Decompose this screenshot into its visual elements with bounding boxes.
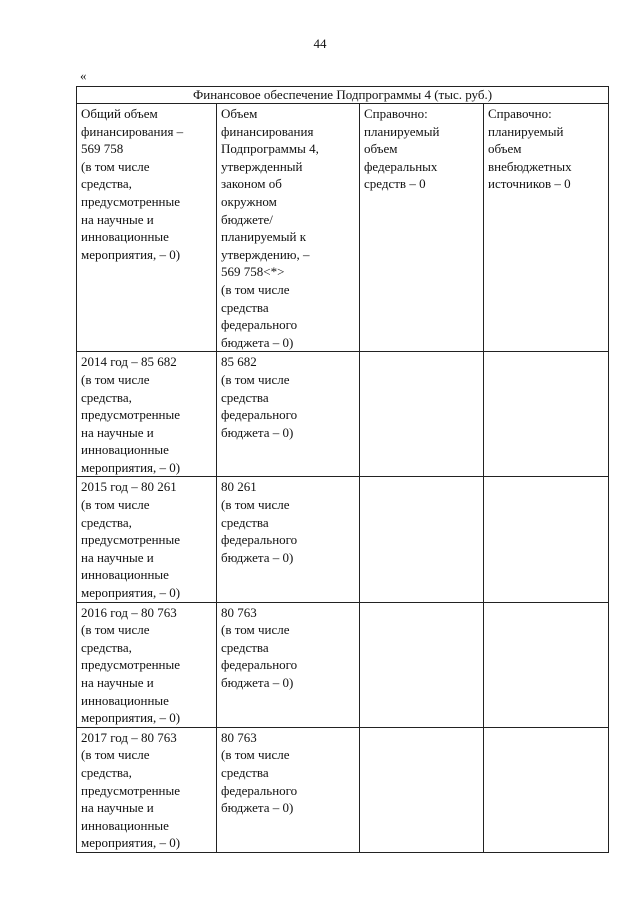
table-cell — [217, 727, 360, 852]
table-row — [77, 352, 609, 477]
table-cell — [77, 477, 217, 602]
table-cell — [484, 727, 609, 852]
table-cell — [360, 477, 484, 602]
opening-quote-mark: « — [80, 68, 87, 83]
table-cell — [217, 602, 360, 727]
table-cell — [360, 352, 484, 477]
header-extrabudgetary-funds — [484, 104, 609, 352]
page-number: 44 — [313, 36, 327, 51]
header-cell-text: Объем финансирования Подпрограммы 4, утвержденный законом об окружном бюджете/ планируемый к утверждению, – 569 758<*> (в том числе средства федерального бюджета – 0) — [221, 106, 319, 350]
table-cell — [484, 352, 609, 477]
cell-text: 80 763 (в том числе средства федерального бюджета – 0) — [221, 729, 298, 816]
table-cell — [77, 352, 217, 477]
header-cell-text: Общий объем финансирования – 569 758 (в том числе средства, предусмотренные на научные и инновационные мероприятия, – 0) — [81, 106, 184, 262]
table-row — [77, 727, 609, 852]
header-total-funding — [77, 104, 217, 352]
table-cell — [217, 352, 360, 477]
table-caption-row — [77, 87, 609, 104]
table-row — [77, 602, 609, 727]
cell-text: 2014 год – 85 682 (в том числе средства, предусмотренные на научные и инновационные мероприятия, – 0) — [81, 354, 181, 475]
header-subprogram-funding — [217, 104, 360, 352]
header-cell-text: Справочно: планируемый объем федеральных средств – 0 — [364, 106, 440, 192]
cell-text: 80 763 (в том числе средства федерального бюджета – 0) — [221, 604, 298, 690]
table-cell — [77, 727, 217, 852]
table-cell — [77, 602, 217, 727]
table-cell — [360, 602, 484, 727]
table-cell — [360, 727, 484, 852]
cell-text: 2015 год – 80 261 (в том числе средства, предусмотренные на научные и инновационные мероприятия, – 0) — [81, 479, 181, 601]
table-row — [77, 477, 609, 602]
header-federal-funds — [360, 104, 484, 352]
table-cell — [217, 477, 360, 602]
cell-text: 80 261 (в том числе средства федерального бюджета – 0) — [221, 479, 298, 565]
financing-table — [76, 86, 609, 853]
cell-text: 2017 год – 80 763 (в том числе средства, предусмотренные на научные и инновационные мероприятия, – 0) — [81, 729, 181, 851]
table-header-row — [77, 104, 609, 352]
cell-text: 2016 год – 80 763 (в том числе средства, предусмотренные на научные и инновационные мероприятия, – 0) — [81, 604, 181, 726]
cell-text: 85 682 (в том числе средства федерального бюджета – 0) — [221, 354, 298, 440]
table-cell — [484, 602, 609, 727]
header-cell-text: Справочно: планируемый объем внебюджетных источников – 0 — [488, 106, 572, 192]
table-caption: Финансовое обеспечение Подпрограммы 4 (тыс. руб.) — [77, 87, 609, 104]
table-cell — [484, 477, 609, 602]
